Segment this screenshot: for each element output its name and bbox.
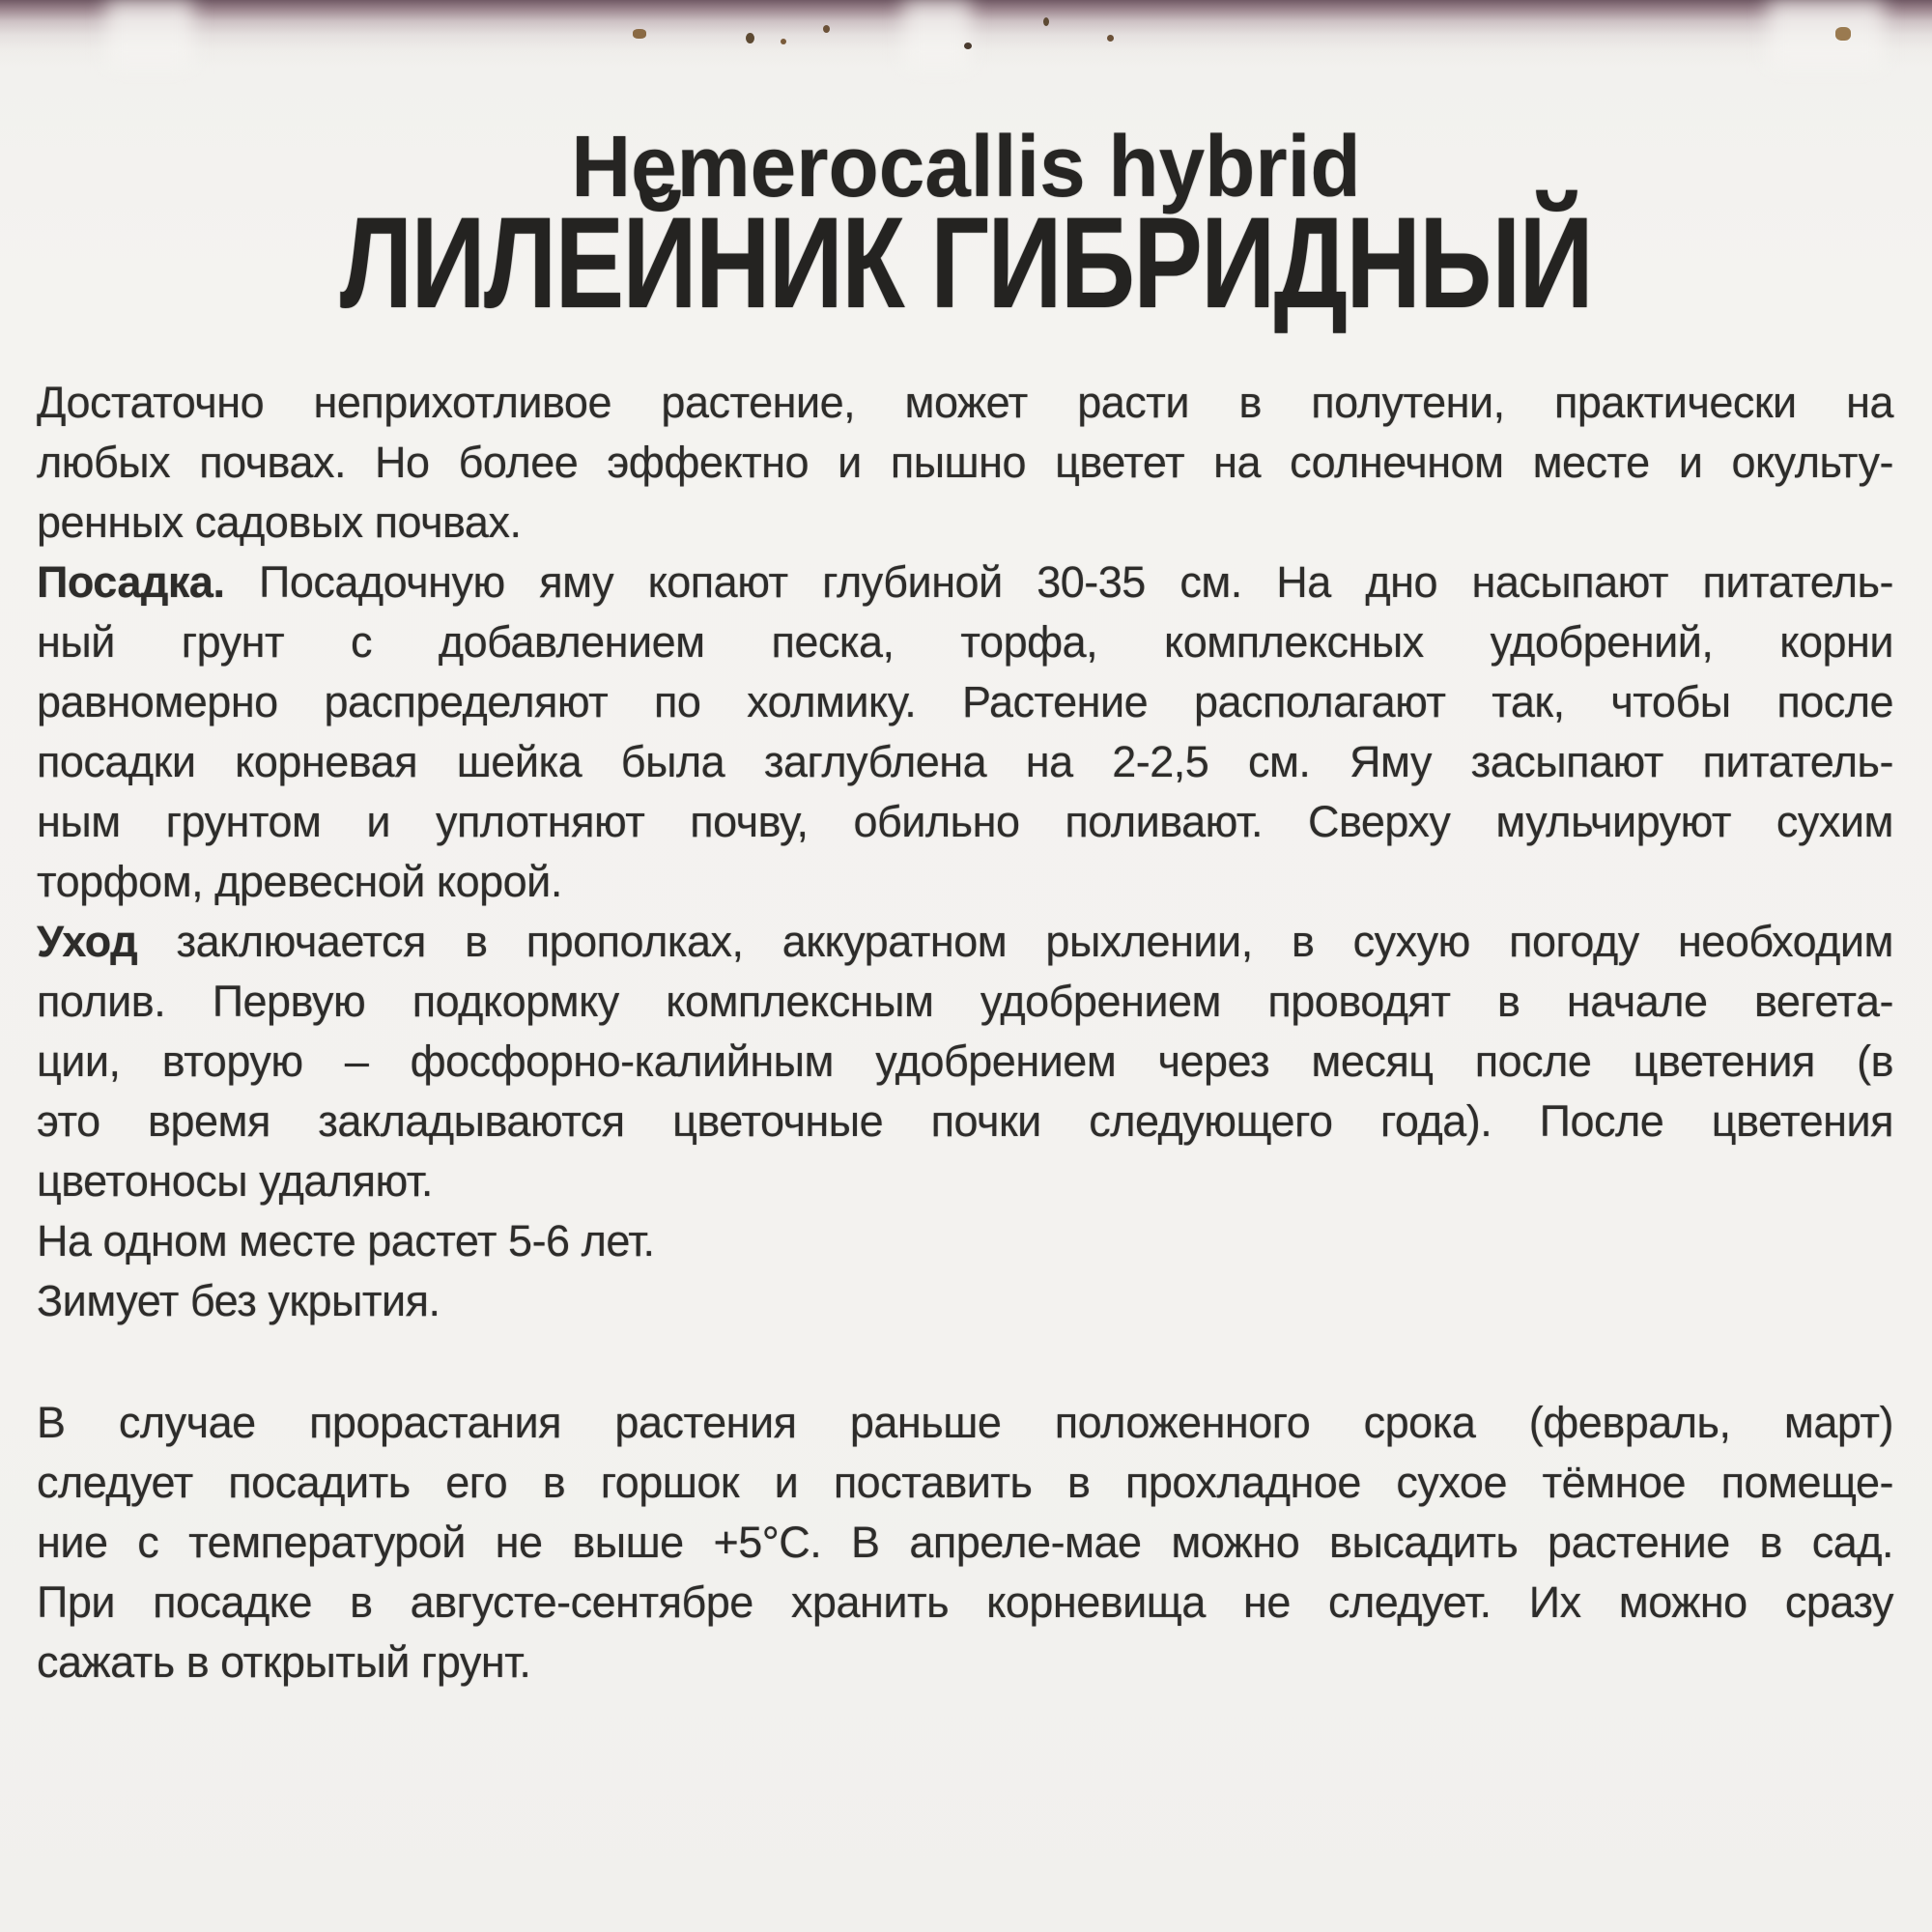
text-line: посадки корневая шейка была заглублена на 2-2,5 см. Яму засыпают питатель- [37,737,1893,786]
debris-speck [746,33,754,43]
text-line: Достаточно неприхотливое растение, может расти в полутени, практически на [37,378,1893,427]
text-line: ренных садовых почвах. [37,497,522,547]
debris-speck [1835,27,1851,41]
note-longevity: На одном месте растет 5-6 лет. [37,1216,655,1265]
text-line: В случае прорастания растения раньше положенного срока (февраль, март) [37,1398,1893,1447]
paragraph-lead: Посадка. [37,557,225,607]
text-line: цветоносы удаляют. [37,1156,433,1206]
paragraph-early-sprouting [37,1393,1893,1692]
paragraph-lead-rest: заключается в прополках, аккуратном рыхлении, в сухую погоду необходим [137,917,1893,966]
debris-speck [823,25,830,33]
text-line: это время закладываются цветочные почки следующего года). После цветения [37,1096,1893,1146]
paragraph-lead-rest: Посадочную яму копают глубиной 30-35 см. На дно насыпают питатель- [224,557,1893,607]
text-line: При посадке в августе-сентябре хранить корневища не следует. Их можно сразу [37,1577,1893,1627]
debris-speck [1043,17,1049,26]
package-edge-highlight [903,0,971,68]
debris-speck [1107,35,1114,42]
paragraph-lead: Уход [37,917,138,966]
debris-speck [781,39,786,44]
debris-speck [633,29,646,39]
text-line: полив. Первую подкормку комплексным удобрением проводят в начале вегета- [37,977,1893,1026]
text-line: следует посадить его в горшок и поставить в прохладное сухое тёмное помеще- [37,1458,1893,1507]
text-line [37,553,1893,612]
text-line: ный грунт с добавлением песка, торфа, комплексных удобрений, корни [37,617,1893,667]
package-edge [0,0,1932,68]
paragraph-care [37,912,1893,1211]
package-edge-highlight [1768,0,1884,68]
text-line: ние с температурой не выше +5°С. В апреле-мае можно высадить растение в сад. [37,1518,1893,1567]
text-line: сажать в открытый грунт. [37,1637,531,1687]
debris-speck [964,43,972,49]
note-wintering: Зимует без укрытия. [37,1276,440,1325]
text-line: любых почвах. Но более эффектно и пышно цветет на солнечном месте и окульту- [37,438,1893,487]
text-line: равномерно распределяют по холмику. Растение располагают так, чтобы после [37,677,1893,726]
latin-name-title: Hemerocallis hybrid [571,119,1361,215]
paragraph-planting [37,553,1893,912]
package-edge-highlight [106,0,193,68]
paragraph-intro [37,373,1893,553]
plant-name-title: ЛИЛЕЙНИК ГИБРИДНЫЙ [339,191,1593,335]
text-line: ным грунтом и уплотняют почву, обильно поливают. Сверху мульчируют сухим [37,797,1893,846]
text-line: ции, вторую – фосфорно-калийным удобрением через месяц после цветения (в [37,1037,1893,1086]
text-line: торфом, древесной корой. [37,857,562,906]
label-text [37,373,1893,1692]
text-line [37,912,1893,972]
